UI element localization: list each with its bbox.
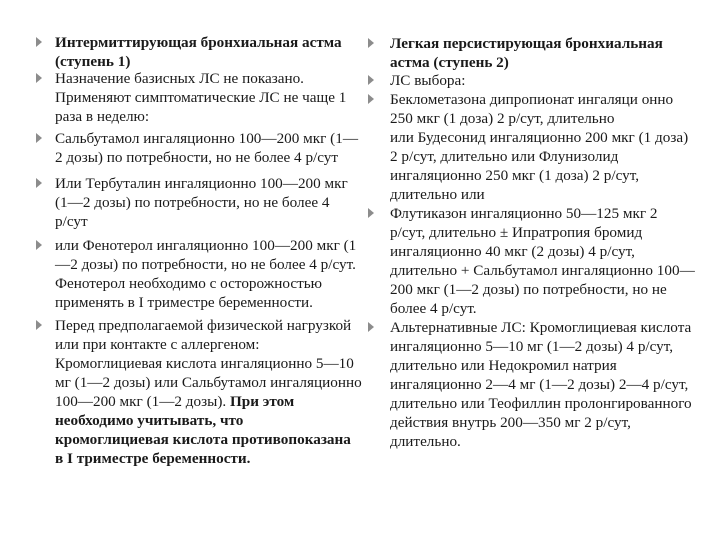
triangle-bullet-icon <box>36 37 42 47</box>
text-line: (ступень 1) <box>55 53 131 70</box>
text-line: длительно или <box>390 186 485 203</box>
triangle-bullet-icon <box>36 133 42 143</box>
text-line: раза в неделю: <box>55 108 150 125</box>
text-line: 250 мкг (1 доза) 2 р/сут, длительно <box>390 110 615 127</box>
text-line: Кромоглициевая кислота ингаляционно 5—10 <box>55 355 354 372</box>
triangle-bullet-icon <box>368 322 374 332</box>
triangle-bullet-icon <box>36 240 42 250</box>
text-line: длительно + Сальбутамол ингаляционно 100— <box>390 262 695 279</box>
text-line: Или Тербуталин ингаляционно 100—200 мкг <box>55 175 348 192</box>
text-line: Интермиттирующая бронхиальная астма <box>55 34 342 51</box>
triangle-bullet-icon <box>368 208 374 218</box>
triangle-bullet-icon <box>368 38 374 48</box>
text-line: 200 мкг (1—2 дозы) по потребности, но не <box>390 281 667 298</box>
text-line: Альтернативные ЛС: Кромоглициевая кислота <box>390 319 692 336</box>
triangle-bullet-icon <box>36 73 42 83</box>
text-line: ЛС выбора: <box>390 72 466 89</box>
text-line: или при контакте с аллергеном: <box>55 336 260 353</box>
text-line <box>55 392 294 411</box>
text-line: Сальбутамол ингаляционно 100—200 мкг (1— <box>55 130 359 147</box>
text-line: ингаляционно 40 мкг (2 дозы) 4 р/сут, <box>390 243 635 260</box>
text-line: Назначение базисных ЛС не показано. <box>55 70 304 87</box>
text-line: 2 дозы) по потребности, но не более 4 р/сут <box>55 149 339 166</box>
triangle-bullet-icon <box>368 94 374 104</box>
text-line: 2 р/сут, длительно или Флунизолид <box>390 148 619 165</box>
text-span: 100—200 мкг (1—2 дозы). <box>55 393 230 410</box>
text-line: Применяют симптоматические ЛС не чаще 1 <box>55 89 347 106</box>
bold-text-span: При этом <box>229 393 295 410</box>
text-line: Флутиказон ингаляционно 50—125 мкг 2 <box>390 205 658 222</box>
text-line: применять в I триместре беременности. <box>55 294 313 311</box>
text-line: ингаляционно 5—10 мг (1—2 дозы) 4 р/сут, <box>390 338 674 355</box>
text-line: Перед предполагаемой физической нагрузкой <box>55 317 352 334</box>
text-line: (1—2 дозы) по потребности, но не более 4 <box>55 194 330 211</box>
text-line: —2 дозы) по потребности, но не более 4 р/сут. <box>55 256 356 273</box>
text-line: астма (ступень 2) <box>390 54 509 71</box>
text-line: мг (1—2 дозы) или Сальбутамол ингаляционно <box>55 374 362 391</box>
text-line: Беклометазона дипропионат ингаляци онно <box>390 91 674 108</box>
text-line: необходимо учитывать, что <box>55 412 244 429</box>
text-line: р/сут, длительно ± Ипратропия бромид <box>390 224 643 241</box>
text-line: кромоглициевая кислота противопоказана <box>55 431 351 448</box>
text-line: ингаляционно 2—4 мг (1—2 дозы) 2—4 р/сут, <box>390 376 689 393</box>
triangle-bullet-icon <box>368 75 374 85</box>
text-line: или Фенотерол ингаляционно 100—200 мкг (1 <box>55 237 357 254</box>
text-line: длительно. <box>390 433 461 450</box>
text-line: Легкая персистирующая бронхиальная <box>390 35 663 52</box>
text-line: р/сут <box>55 213 88 230</box>
triangle-bullet-icon <box>36 320 42 330</box>
text-line: действия внутрь 200—350 мг 2 р/сут, <box>390 414 631 431</box>
text-line: ингаляционно 250 мкг (1 доза) 2 р/сут, <box>390 167 640 184</box>
text-line: длительно или Недокромил натрия <box>390 357 617 374</box>
triangle-bullet-icon <box>36 178 42 188</box>
text-line: или Будесонид ингаляционно 200 мкг (1 доза) <box>390 129 689 146</box>
text-line: в I триместре беременности. <box>55 450 251 467</box>
text-line: более 4 р/сут. <box>390 300 477 317</box>
text-line: Фенотерол необходимо с осторожностью <box>55 275 322 292</box>
text-line: длительно или Теофиллин пролонгированного <box>390 395 692 412</box>
